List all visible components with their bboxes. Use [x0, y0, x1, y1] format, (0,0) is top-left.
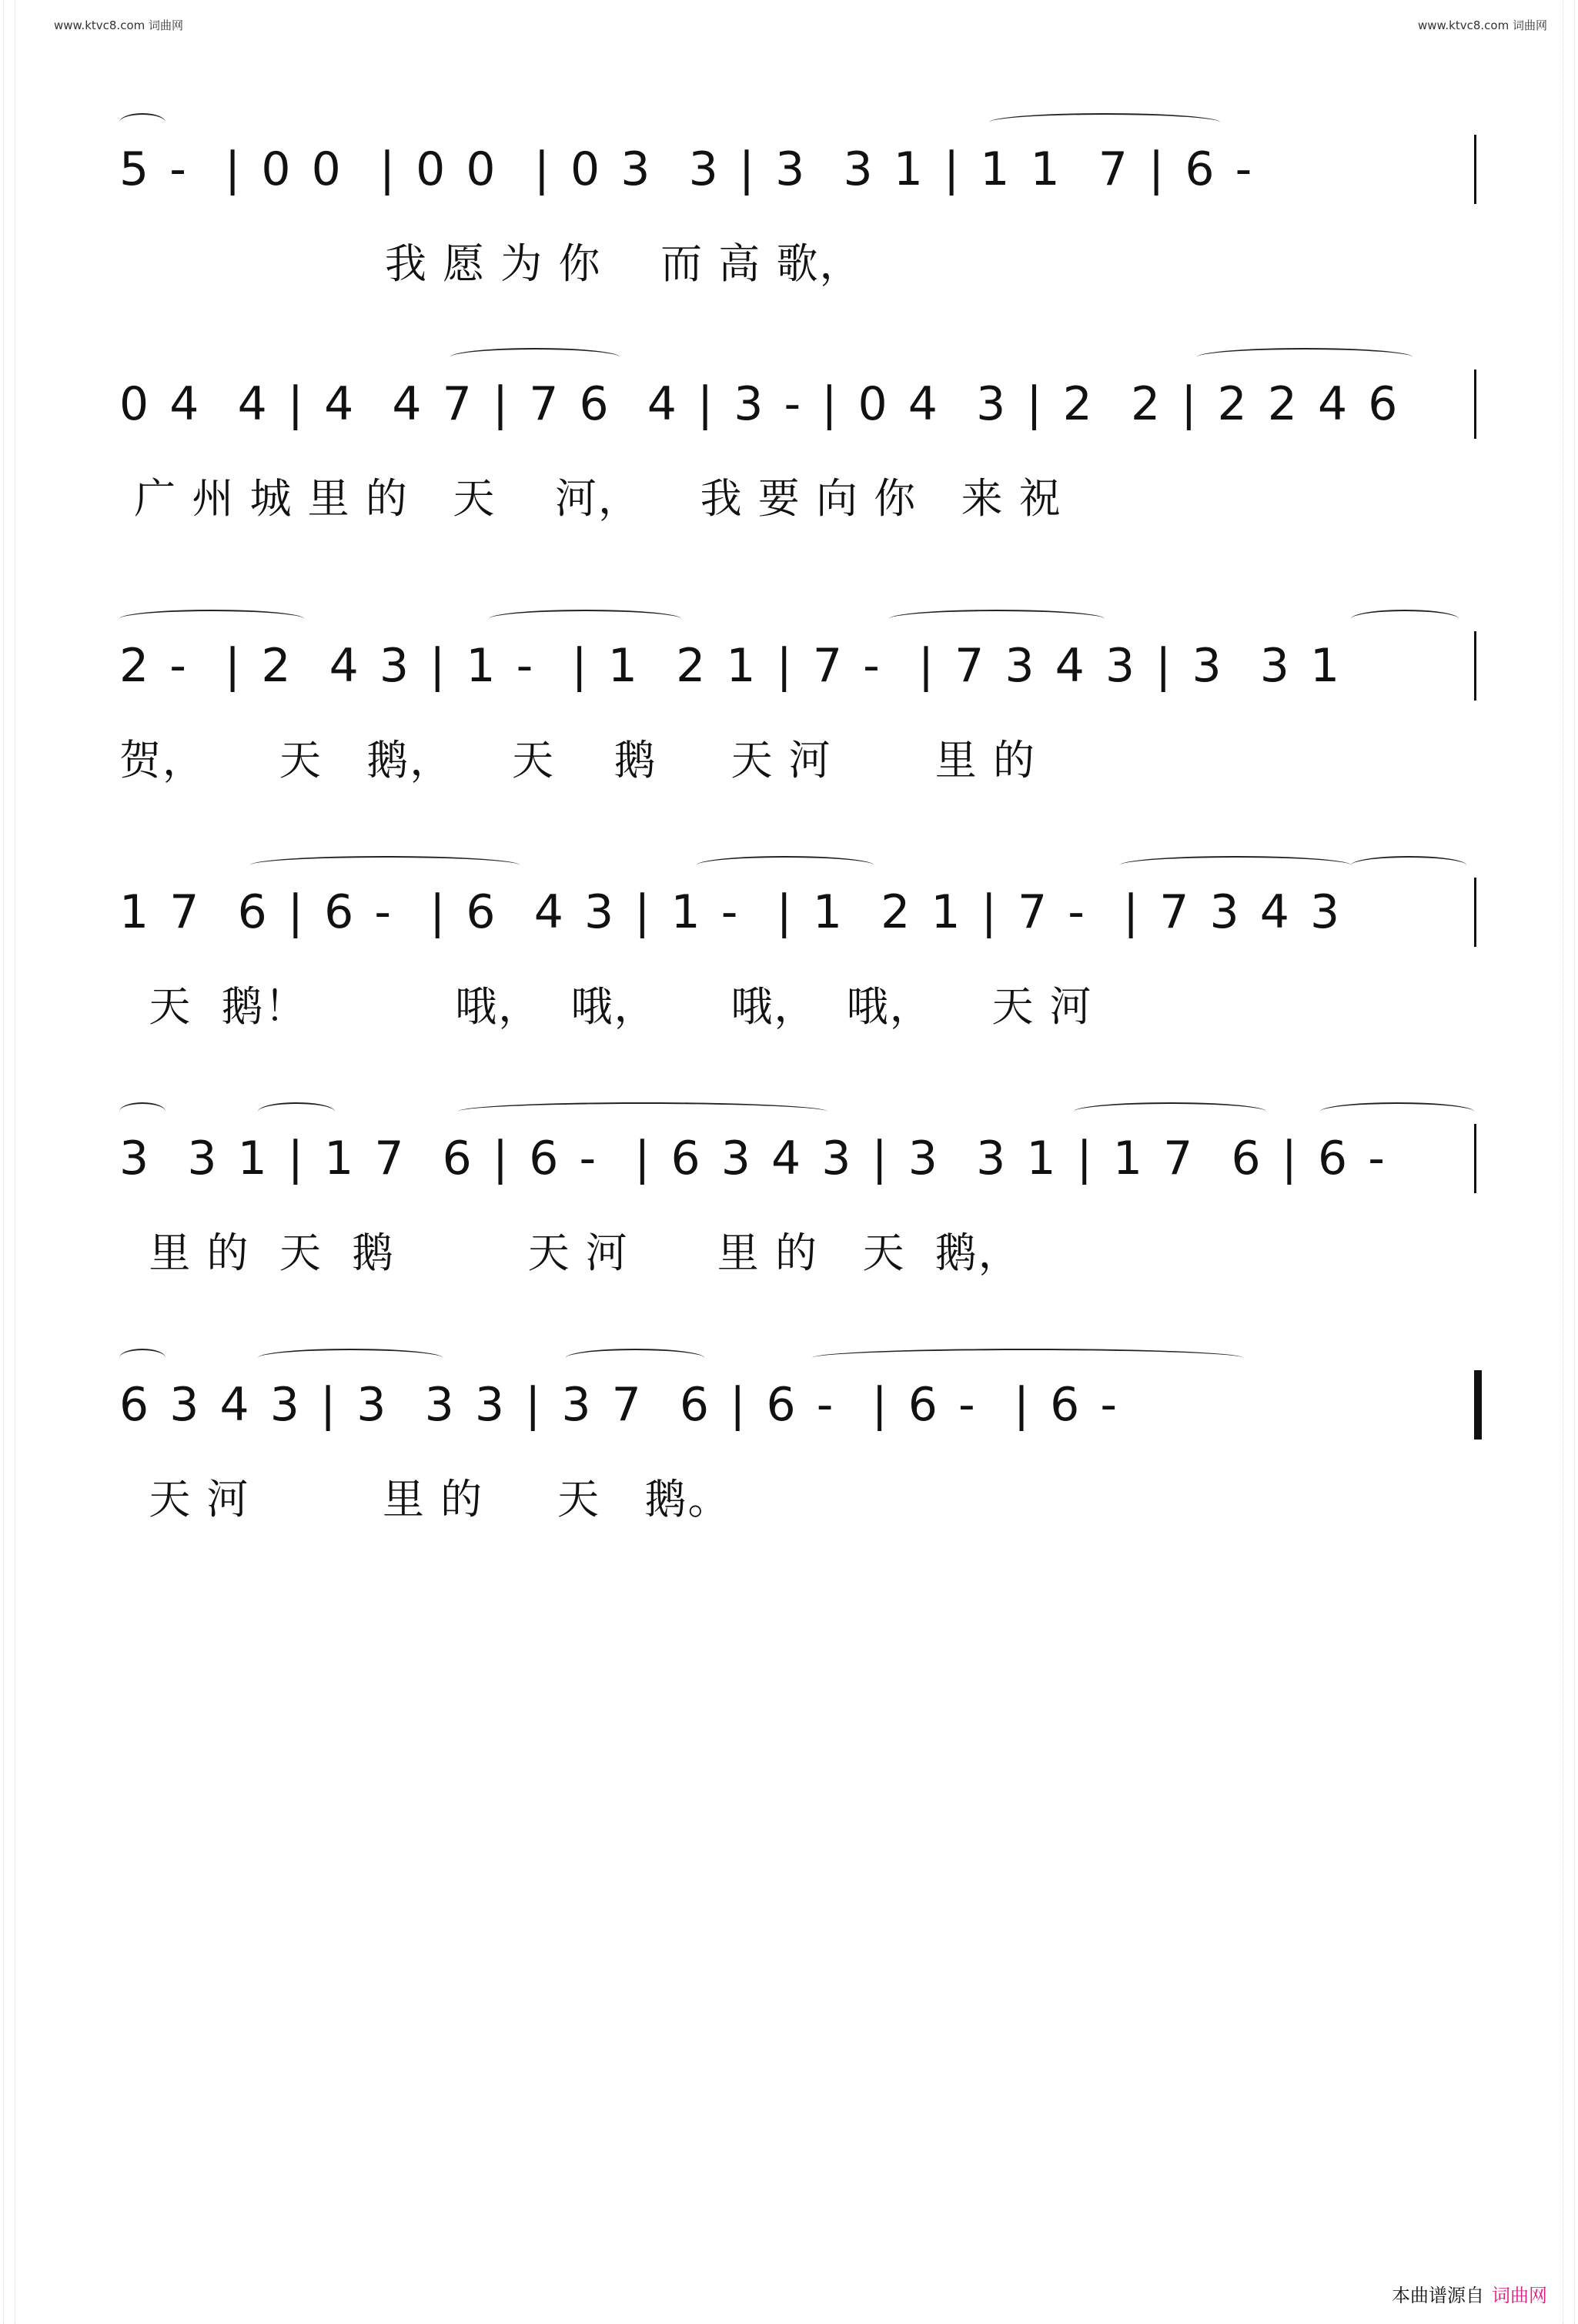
barline [1474, 878, 1476, 947]
score-row-4 [119, 878, 1489, 1031]
right-margin-strip [1563, 0, 1575, 2324]
slur [1351, 856, 1466, 874]
score-row-5 [119, 1124, 1489, 1277]
header-left-watermark: www.ktvc8.com 词曲网 [54, 18, 184, 32]
slur [258, 1349, 443, 1367]
slur [119, 1349, 165, 1367]
notation-line: 1 7 6 | 6 - | 6 4 3 | 1 - | 1 2 1 | 7 - | 7 3 4 3 [119, 885, 1343, 939]
slur [812, 1349, 1243, 1367]
slur [1120, 856, 1351, 874]
notation-line: 0 4 4 | 4 4 7 | 7 6 4 | 3 - | 0 4 3 | 2 2 | 2 2 4 6 [119, 377, 1401, 431]
slur [697, 856, 874, 874]
score-row-6 [119, 1370, 1489, 1523]
notation-line: 3 3 1 | 1 7 6 | 6 - | 6 3 4 3 | 3 3 1 | 1 7 6 | 6 - [119, 1132, 1388, 1185]
slur [258, 1102, 335, 1121]
slur [1074, 1102, 1266, 1121]
barline [1474, 369, 1476, 439]
slur [566, 1349, 704, 1367]
slur [119, 1102, 165, 1121]
lyrics-line: 天 河 里 的 天 鹅。 [119, 1475, 731, 1523]
slur [889, 610, 1105, 628]
barline [1474, 135, 1476, 204]
score-row-2 [119, 369, 1489, 523]
footer-source [1392, 2280, 1547, 2307]
slur [1197, 348, 1413, 366]
slur [450, 348, 620, 366]
notation-line: 6 3 4 3 | 3 3 3 | 3 7 6 | 6 - | 6 - | 6 - [119, 1378, 1121, 1432]
slur [119, 610, 304, 628]
slur [489, 610, 681, 628]
slur [989, 113, 1220, 132]
notation-line: 5 - | 0 0 | 0 0 | 0 3 3 | 3 3 1 | 1 1 7 | 6 - [119, 142, 1255, 196]
lyrics-line: 广 州 城 里 的 天 河， 我 要 向 你 来 祝 [119, 474, 1062, 523]
footer-brand[interactable]: 词曲网 [1492, 2285, 1547, 2306]
lyrics-line: 我 愿 为 你 而 高 歌， [119, 239, 863, 288]
slur [250, 856, 520, 874]
left-margin-strip [3, 0, 15, 2324]
final-barline [1474, 1370, 1482, 1440]
lyrics-line: 天 鹅！ 哦， 哦， 哦， 哦， 天 河 [119, 982, 1093, 1031]
lyrics-line: 里 的 天 鹅 天 河 里 的 天 鹅， [119, 1229, 1021, 1277]
notation-line: 2 - | 2 4 3 | 1 - | 1 2 1 | 7 - | 7 3 4 3 | 3 3 1 [119, 639, 1343, 693]
barline [1474, 631, 1476, 701]
lyrics-line: 贺， 天 鹅， 天 鹅 天 河 里 的 [119, 736, 1036, 784]
footer-source-text: 本曲谱源自 [1392, 2285, 1484, 2306]
barline [1474, 1124, 1476, 1193]
slur [1320, 1102, 1474, 1121]
slur [458, 1102, 827, 1121]
slur [119, 113, 165, 132]
slur [1351, 610, 1459, 628]
score-row-3 [119, 631, 1489, 784]
score-row-1 [119, 135, 1489, 288]
header-right-watermark: www.ktvc8.com 词曲网 [1417, 18, 1547, 32]
